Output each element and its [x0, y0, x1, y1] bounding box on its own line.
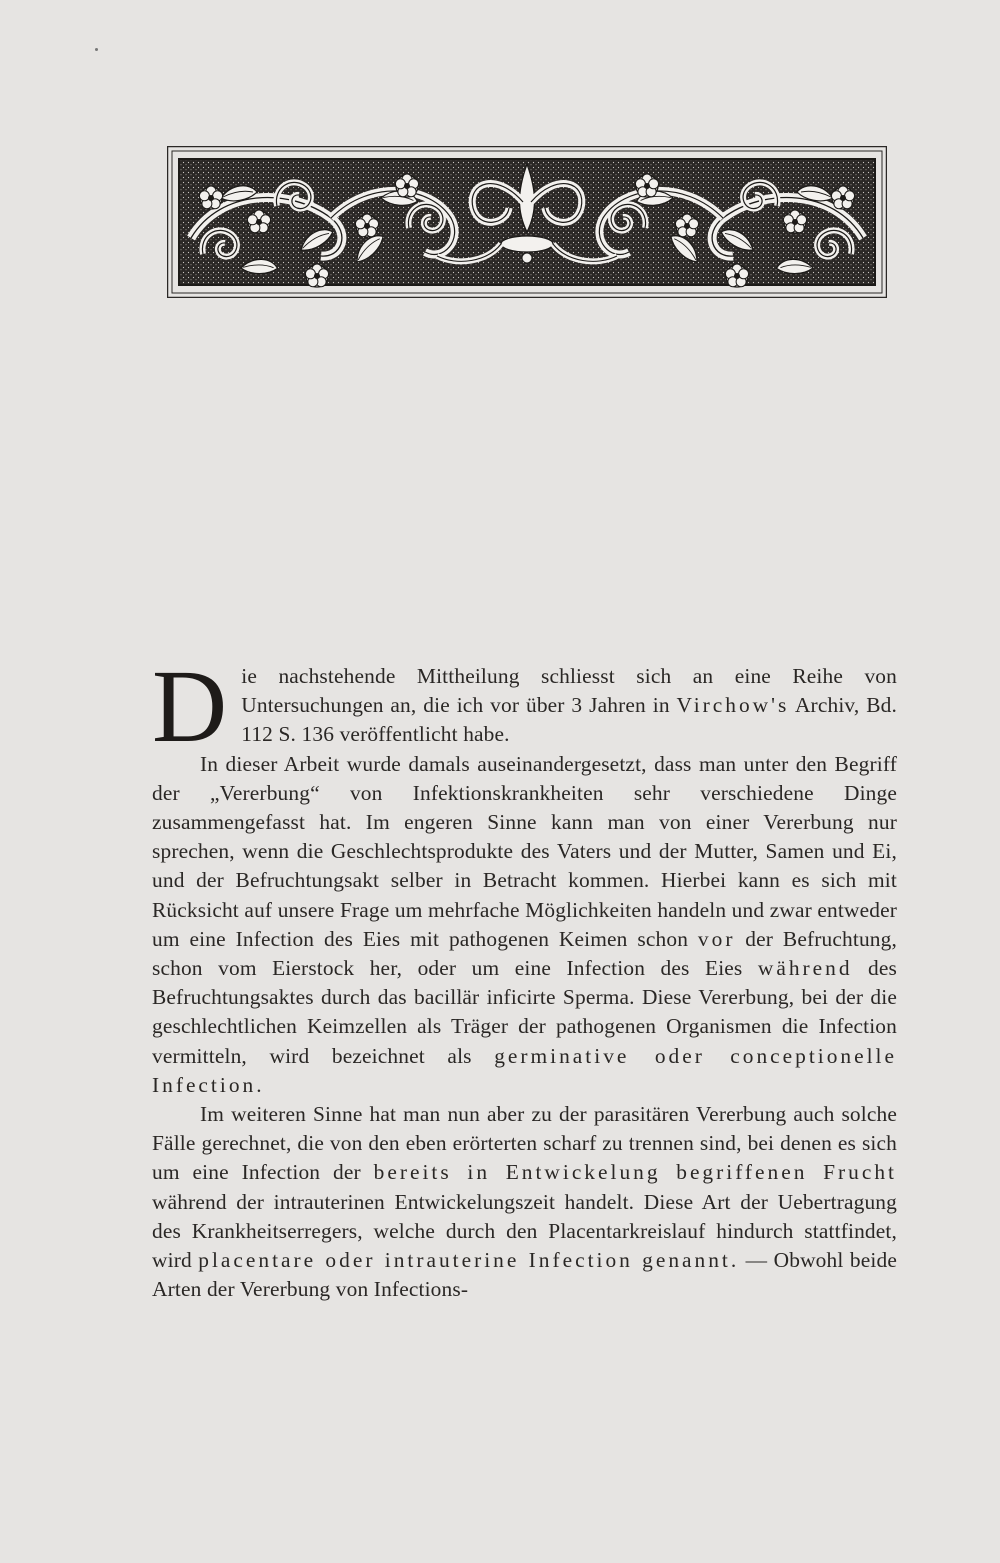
- paragraph-3-part-c: — Obwohl beide Arten der Vererbung von Infections-: [152, 1248, 897, 1302]
- paragraph-3-part-b: während der intrauterinen Entwickelungszeit handelt. Diese Art der Uebertragung des Krankheitserregers, welche durch den Placentarkreislauf hindurch stattfindet, wird: [152, 1189, 897, 1273]
- paragraph-1: [152, 649, 897, 764]
- paragraph-1-lead: ie nachstehende Mittheilung schliesst sich an eine Reihe von Untersuchungen an, die ich vor über 3 Jahren in: [241, 664, 897, 718]
- drop-cap: D: [152, 649, 228, 764]
- paragraph-3: [152, 1100, 897, 1304]
- paragraph-2-part-b: der Befruchtung, schon vom Eierstock her, oder um eine Infection des Eies: [152, 926, 897, 981]
- emphasis-waehrend: während: [757, 956, 853, 981]
- paragraph-2: [152, 750, 897, 1100]
- article-text: [152, 649, 897, 1304]
- paper-speck: [95, 48, 98, 51]
- ornamental-headpiece: [167, 146, 887, 298]
- paragraph-1-tail: Archiv, Bd. 112 S. 136 veröffentlicht habe.: [241, 693, 897, 747]
- term-developing-fruit: bereits in Entwickelung begriffenen Frucht: [373, 1160, 897, 1185]
- floral-ornament-icon: [167, 146, 887, 298]
- term-placental: placentare oder intrauterine Infection genannt.: [198, 1248, 740, 1273]
- author-name-spaced: Virchow's: [676, 693, 790, 718]
- paragraph-2-part-a: In dieser Arbeit wurde damals auseinandergesetzt, dass man unter den Begriff der „Vererbung“ von Infektionskrankheiten sehr verschiedene Dinge zusammengefasst hat. Im engeren Sinne kann man von einer Vererbung nur sprechen, wenn die Geschlechtsprodukte des Vaters und der Mutter, Samen und Ei, und der Befruchtungsakt selber in Betracht kommen. Hierbei kann es sich mit Rücksicht auf unsere Frage um mehrfache Möglichkeiten handeln und zwar entweder um eine Infection des Eies mit pathogenen Keimen schon: [152, 751, 897, 951]
- term-germinative: germinative oder conceptionelle Infection.: [152, 1043, 897, 1097]
- emphasis-vor: vor: [697, 926, 736, 951]
- paragraph-3-part-a: Im weiteren Sinne hat man nun aber zu der parasitären Vererbung auch solche Fälle gerechnet, die von den eben erörterten scharf zu trennen sind, bei denen es sich um eine Infection der: [152, 1102, 897, 1185]
- paragraph-2-part-c: des Befruchtungsaktes durch das bacillär inficirte Sperma. Diese Vererbung, bei der die geschlechtlichen Keimzellen als Träger der pathogenen Organismen die Infection vermitteln, wird bezeichnet als: [152, 956, 897, 1068]
